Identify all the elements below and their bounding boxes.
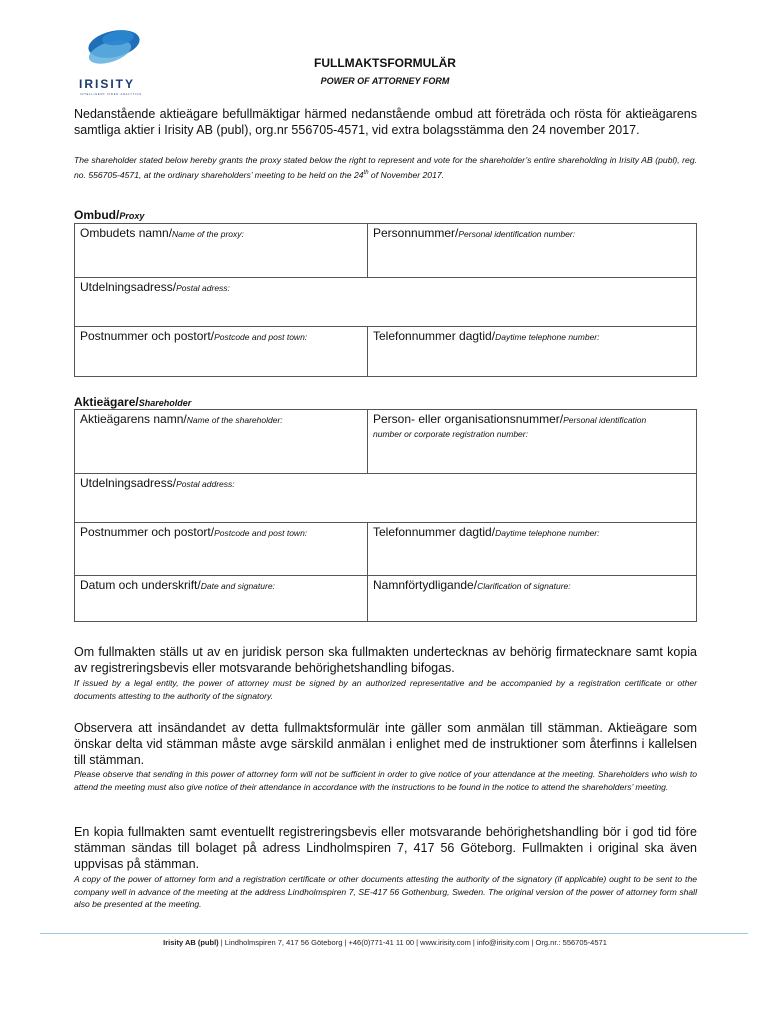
proxy-address-field[interactable]: Utdelningsadress/Postal adress: [75, 278, 697, 327]
shareholder-signature-field[interactable]: Datum och underskrift/Date and signature: [75, 576, 368, 622]
proxy-form-table [74, 223, 697, 377]
note-2-en: Please observe that sending in this power of attorney form will not be sufficient in order to give notice of your attendance at the meeting. Shareholders who wish to attend the meeting must also give notice of their attendance in accordance with the instructions to be found in the notice to attend the shareholders’ meeting. [74, 769, 697, 792]
shareholder-postcode-field[interactable]: Postnummer och postort/Postcode and post town: [75, 523, 368, 576]
proxy-pid-field[interactable]: Personnummer/Personal identification number: [368, 224, 697, 278]
shareholder-pid-field[interactable]: Person- eller organisationsnummer/Personal identification number or corporate registration number: [368, 410, 697, 474]
shareholder-clarification-field[interactable]: Namnförtydligande/Clarification of signature: [368, 576, 697, 622]
intro-text-en: The shareholder stated below hereby grants the proxy stated below the right to represent and vote for the shareholder’s entire shareholding in Irisity AB (publ), reg. no. 556705-4571, at the ordinary shareholders’ meeting to be held on the 24th of November 2017. [74, 155, 697, 180]
intro-text-sv: Nedanstående aktieägare befullmäktigar härmed nedanstående ombud att företräda och rösta för aktieägarens samtliga aktier i Irisity AB (publ), org.nr 556705-4571, vid extra bolagsstämma den 24 november 2017. [74, 107, 697, 137]
logo-tagline: INTELLIGENT VIDEO ANALYTICS [80, 93, 142, 96]
shareholder-heading: Aktieägare/Shareholder [74, 395, 192, 409]
proxy-name-field[interactable]: Ombudets namn/Name of the proxy: [75, 224, 368, 278]
note-3-en: A copy of the power of attorney form and a registration certificate or other documents attesting the authority of the signatory (if applicable) ought to be sent to the company well in advance of the meeting at the address Lindholmspiren 7, SE-417 56 Gothenburg, Sweden. The original version of the power of attorney form shall also be presented at the meeting. [74, 874, 697, 910]
footer-divider [40, 933, 748, 934]
shareholder-form-table [74, 409, 697, 622]
irisity-logo-icon [74, 24, 154, 104]
note-1-en: If issued by a legal entity, the power of attorney must be signed by an authorized representative and be accompanied by a registration certificate or other documents attesting to the authority of the signatory. [74, 678, 697, 701]
note-2-sv: Observera att insändandet av detta fullmaktsformulär inte gäller som anmälan till stämman. Aktieägare som önskar delta vid stämman måste avge särskild anmälan i enlighet med de instruktioner som återfinns i kallelsen till stämman. [74, 721, 697, 767]
note-3-sv: En kopia fullmakten samt eventuellt registreringsbevis eller motsvarande behörighetshandling bör i god tid före stämman sändas till bolaget på adress Lindholmspiren 7, 417 56 Göteborg. Fullmakten i original ska även uppvisas på stämman. [74, 825, 697, 871]
page-footer: Irisity AB (publ) | Lindholmspiren 7, 417 56 Göteborg | +46(0)771-41 11 00 | www.irisity.com | info@irisity.com | Org.nr.: 556705-4571 [163, 938, 607, 947]
page-subtitle: POWER OF ATTORNEY FORM [320, 76, 450, 86]
shareholder-name-field[interactable]: Aktieägarens namn/Name of the shareholder: [75, 410, 368, 474]
proxy-postcode-field[interactable]: Postnummer och postort/Postcode and post town: [75, 327, 368, 377]
proxy-phone-field[interactable]: Telefonnummer dagtid/Daytime telephone number: [368, 327, 697, 377]
page-title: FULLMAKTSFORMULÄR [314, 56, 456, 70]
note-1-sv: Om fullmakten ställs ut av en juridisk person ska fullmakten undertecknas av behörig firmatecknare samt kopia av registreringsbevis eller motsvarande behörighetshandling bifogas. [74, 645, 697, 675]
logo-wordmark: IRISITY [79, 77, 136, 91]
title-block [200, 56, 570, 86]
shareholder-phone-field[interactable]: Telefonnummer dagtid/Daytime telephone number: [368, 523, 697, 576]
shareholder-address-field[interactable]: Utdelningsadress/Postal address: [75, 474, 697, 523]
proxy-heading: Ombud/Proxy [74, 208, 145, 222]
